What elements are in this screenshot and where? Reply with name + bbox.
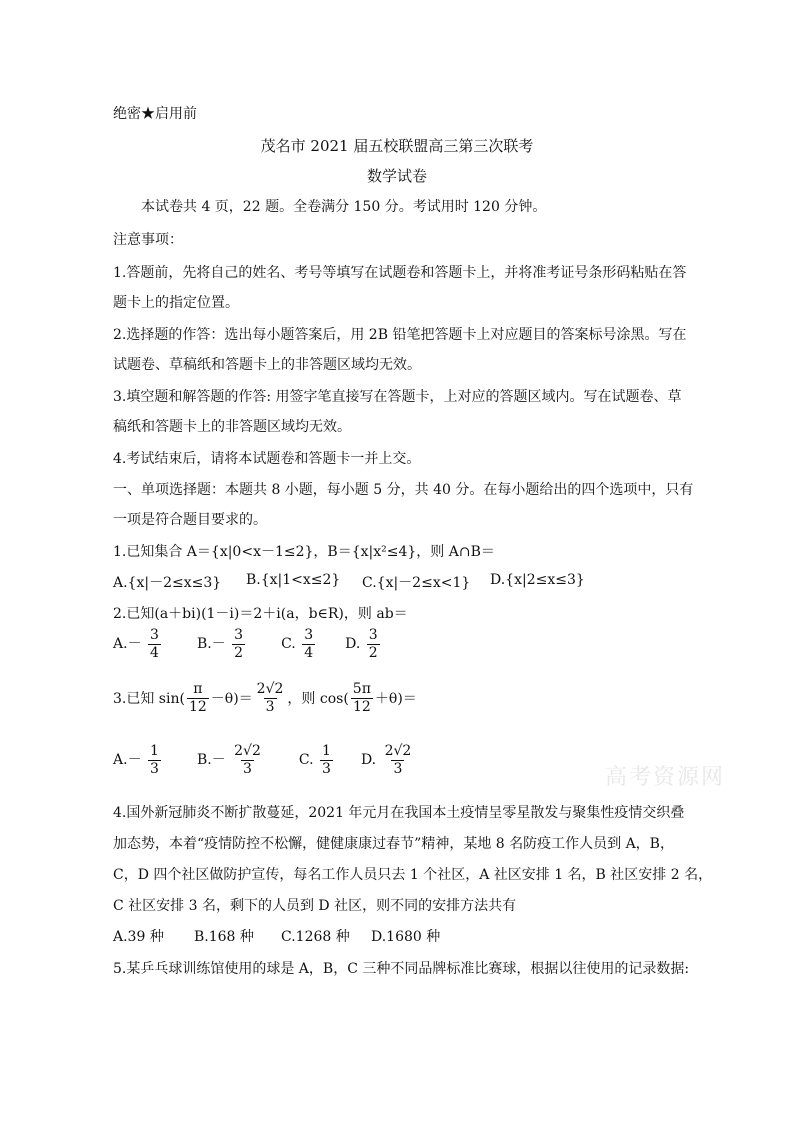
question-1-option-c: C.{x|－2≤x<1} (362, 575, 471, 591)
exam-intro: 本试卷共 4 页，22 题。全卷满分 150 分。考试用时 120 分钟。 (141, 199, 547, 215)
section-1-line-2: 一项是符合题目要求的。 (113, 512, 267, 528)
denominator: 3 (322, 760, 331, 777)
stem-text: ，则 cos( (287, 691, 349, 708)
question-1-stem: 1.已知集合 A＝{x|0<x－1≤2}，B＝{x|x²≤4}，则 A∩B＝ (113, 544, 495, 560)
option-label: C. (281, 636, 296, 653)
denominator: 4 (304, 644, 314, 661)
watermark: 高考资源网 (605, 765, 726, 790)
note-1-line-2: 题卡上的指定位置。 (113, 295, 239, 311)
question-3-options (113, 744, 449, 776)
question-3-option-c (299, 744, 335, 776)
fraction-pi-over-12 (187, 682, 209, 714)
denominator: 3 (265, 698, 275, 715)
question-2-options (113, 628, 416, 660)
question-1-option-d: D.{x|2≤x≤3} (490, 572, 585, 588)
option-label: A. (113, 636, 128, 653)
note-1-line-1: 1.答题前，先将自己的姓名、考号等填写在试题卷和答题卡上，并将准考证号条形码粘贴在答 (113, 265, 687, 281)
question-4-option-c: C.1268 种 (281, 929, 350, 945)
question-3-stem (113, 682, 417, 714)
fraction (232, 744, 263, 776)
minus-sign: － (127, 636, 142, 653)
fraction (232, 628, 245, 660)
section-1-line-1: 一、单项选择题：本题共 8 小题，每小题 5 分，共 40 分。在每小题给出的四个选项中，只有 (113, 482, 694, 498)
secret-mark: 绝密★启用前 (113, 106, 197, 122)
stem-text: ＋θ)＝ (374, 691, 417, 708)
question-4-option-b: B.168 种 (194, 929, 254, 945)
numerator: 2√2 (234, 743, 261, 759)
denominator: 4 (150, 644, 159, 661)
stem-text: －θ)＝ (210, 691, 253, 708)
minus-sign: － (211, 752, 226, 769)
question-1-option-a: A.{x|－2≤x≤3} (113, 575, 222, 591)
question-5-line-1: 5.某乒乓球训练馆使用的球是 A，B，C 三种不同品牌标准比赛球，根据以往使用的记录数据: (113, 961, 690, 977)
option-label: A. (113, 752, 128, 769)
denominator: 2 (368, 644, 378, 661)
numerator: 3 (368, 627, 378, 643)
option-label: B. (196, 636, 212, 653)
fraction-5pi-over-12 (351, 682, 373, 714)
numerator: 3 (234, 627, 244, 643)
denominator: 12 (352, 698, 371, 715)
option-label: C. (298, 752, 314, 769)
question-3-option-a (113, 744, 163, 776)
question-1-option-b: B.{x|1<x≤2} (246, 572, 341, 588)
minus-sign: － (127, 752, 142, 769)
denominator: 3 (393, 760, 403, 777)
question-2-option-c (281, 628, 317, 660)
question-4-line-3: C，D 四个社区做防护宣传，每名工作人员只去 1 个社区，A 社区安排 1 名，B 社区安排 2 名， (113, 867, 713, 883)
question-4-line-1: 4.国外新冠肺炎不断扩散蔓延，2021 年元月在我国本土疫情呈零星散发与聚集性疫情交织叠 (113, 805, 685, 821)
numerator: 2√2 (384, 743, 412, 759)
denominator: 12 (188, 698, 207, 715)
numerator: π (193, 681, 203, 697)
numerator: 1 (322, 743, 331, 759)
numerator: 2√2 (256, 681, 284, 697)
question-2-stem: 2.已知(a＋bi)(1－i)＝2＋i(a，b∈R)，则 ab＝ (113, 606, 408, 622)
fraction (383, 744, 414, 776)
option-label: B. (196, 752, 212, 769)
fraction (320, 744, 333, 776)
denominator: 2 (234, 644, 244, 661)
numerator: 1 (150, 743, 159, 759)
denominator: 3 (150, 760, 159, 777)
numerator: 3 (150, 627, 159, 643)
fraction (148, 628, 161, 660)
notes-heading: 注意事项： (113, 232, 183, 248)
numerator: 5π (352, 681, 371, 697)
question-3-option-b (197, 744, 265, 776)
option-label: D. (345, 636, 361, 653)
note-2-line-1: 2.选择题的作答：选出每小题答案后，用 2B 铅笔把答题卡上对应题目的答案标号涂黑。写在 (113, 327, 687, 343)
question-4-option-d: D.1680 种 (371, 929, 441, 945)
question-3-option-d (361, 744, 415, 776)
question-4-line-4: C 社区安排 3 名，剩下的人员到 D 社区，则不同的安排方法共有 (113, 898, 517, 914)
note-2-line-2: 试题卷、草稿纸和答题卡上的非答题区域均无效。 (113, 357, 421, 373)
note-4-line-1: 4.考试结束后，请将本试题卷和答题卡一并上交。 (113, 451, 421, 467)
fraction (367, 628, 380, 660)
minus-sign: － (211, 636, 226, 653)
option-label: D. (360, 752, 377, 769)
question-2-option-d (345, 628, 382, 660)
subject-title: 数学试卷 (366, 167, 427, 185)
question-2-option-b (197, 628, 247, 660)
fraction-rhs (255, 682, 286, 714)
fraction (302, 628, 315, 660)
denominator: 3 (243, 760, 252, 777)
exam-title: 茂名市 2021 届五校联盟高三第三次联考 (260, 137, 534, 155)
question-4-option-a: A.39 种 (113, 929, 164, 945)
numerator: 3 (304, 627, 314, 643)
stem-text: 3.已知 sin( (113, 691, 185, 708)
question-2-option-a (113, 628, 163, 660)
fraction (148, 744, 161, 776)
note-3-line-1: 3.填空题和解答题的作答: 用签字笔直接写在答题卡，上对应的答题区域内。写在试题卷、草 (113, 389, 682, 405)
question-4-line-2: 加态势，本着“疫情防控不松懈，健健康康过春节”精神，某地 8 名防疫工作人员到 A，B， (113, 836, 674, 852)
note-3-line-2: 稿纸和答题卡上的非答题区域均无效。 (113, 419, 351, 435)
